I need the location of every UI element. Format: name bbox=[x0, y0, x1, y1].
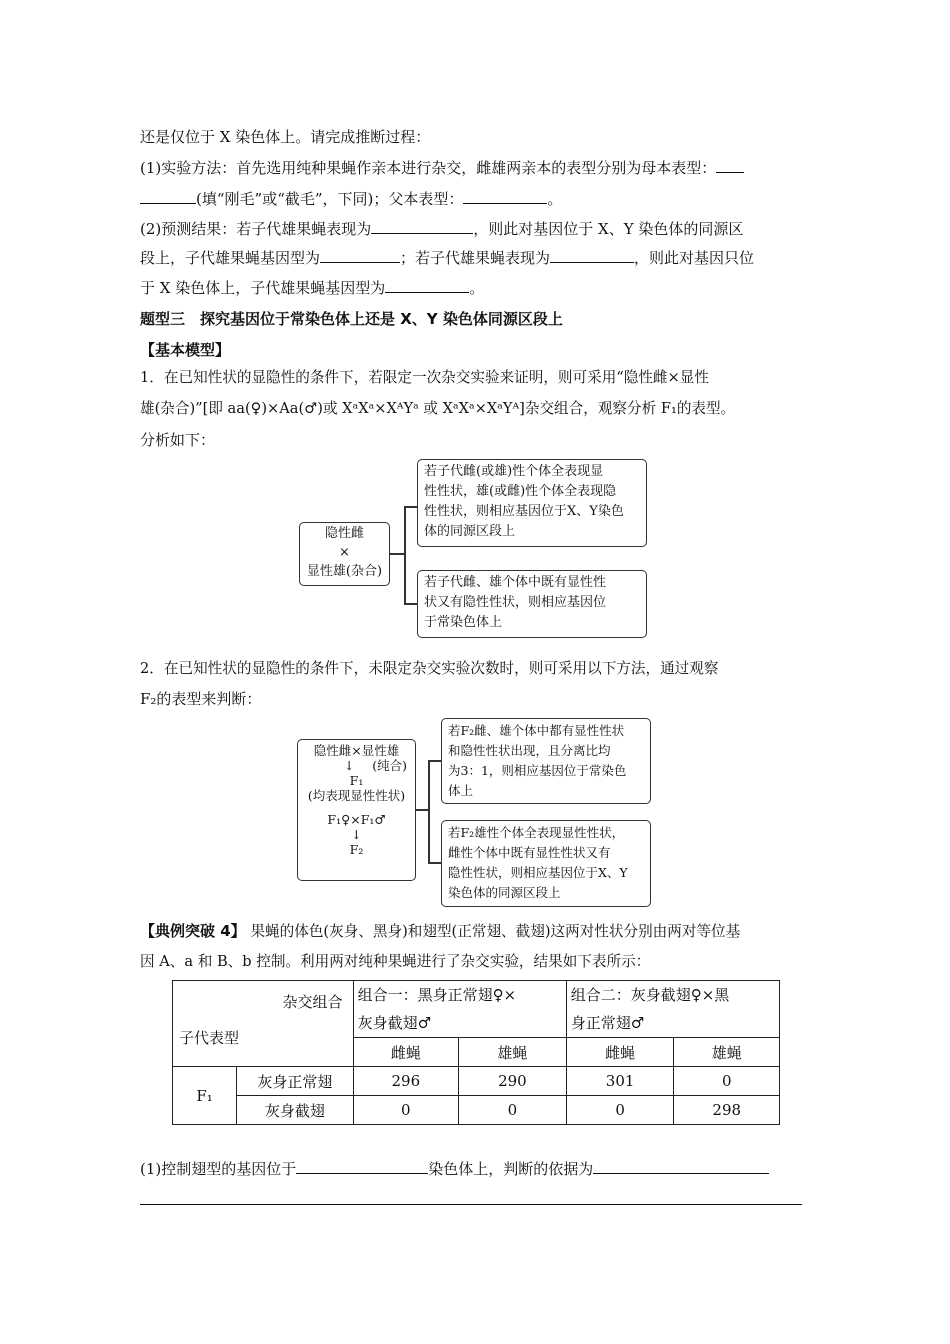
value-cell: 290 bbox=[459, 1067, 567, 1096]
box-line: 和隐性性状出现，且分离比均 bbox=[448, 743, 611, 758]
answer-blank[interactable] bbox=[320, 248, 400, 263]
box-line: 隐性性状，则相应基因位于X、Y bbox=[448, 865, 628, 880]
result-box-top bbox=[417, 459, 647, 547]
result-box-bottom bbox=[417, 570, 647, 638]
section-title: 题型三 探究基因位于常染色体上还是 X、Y 染色体同源区段上 bbox=[140, 310, 563, 328]
answer-blank[interactable] bbox=[550, 248, 634, 263]
question-text: 染色体上，判断的依据为 bbox=[428, 1160, 594, 1178]
box-line: 状又有隐性性状，则相应基因位 bbox=[424, 595, 607, 610]
table-row bbox=[173, 1096, 780, 1125]
paragraph-2: F₂的表型来判断： bbox=[140, 690, 262, 708]
cross-line: 隐性雌 bbox=[324, 526, 364, 541]
connector bbox=[428, 760, 442, 762]
example-paragraph: 因 A、a 和 B、b 控制。利用两对纯种果蝇进行了杂交实验，结果如下表所示： bbox=[140, 953, 651, 970]
connector bbox=[404, 506, 406, 604]
answer-blank[interactable] bbox=[371, 219, 473, 234]
box-line: 若子代雌、雄个体中既有显性性 bbox=[424, 575, 607, 590]
question-2-text: 段上，子代雄果蝇基因型为 bbox=[140, 249, 321, 267]
connector bbox=[390, 553, 404, 555]
answer-blank[interactable] bbox=[296, 1159, 428, 1174]
box-line: 雌性个体中既有显性性状又有 bbox=[448, 845, 611, 860]
connector bbox=[428, 862, 442, 864]
f2-label: F₂ bbox=[349, 842, 364, 857]
result-box-top bbox=[441, 718, 651, 804]
connector bbox=[404, 603, 418, 605]
example-text: 果蝇的体色(灰身、黑身)和翅型(正常翅、截翅)这两对性状分别由两对等位基 bbox=[250, 923, 741, 940]
f1-cross: F₁♀×F₁♂ bbox=[327, 812, 386, 827]
table-row bbox=[173, 1067, 780, 1096]
answer-blank[interactable] bbox=[385, 278, 469, 293]
cross-line: 显性雄(杂合) bbox=[306, 564, 383, 579]
question-2-text: (2)预测结果：若子代雄果蝇表现为 bbox=[140, 220, 372, 238]
group-2-header bbox=[566, 981, 779, 1038]
intro-line: 还是仅位于 X 染色体上。请完成推断过程： bbox=[140, 128, 431, 146]
question-text: (1)控制翅型的基因位于 bbox=[140, 1160, 297, 1178]
cross-symbol: × bbox=[339, 545, 350, 560]
female-header: 雌蝇 bbox=[566, 1038, 674, 1067]
paragraph-1: 分析如下： bbox=[140, 431, 216, 449]
value-cell: 0 bbox=[566, 1096, 674, 1125]
corner-bottom: 子代表型 bbox=[179, 1029, 240, 1047]
question-2-text: ，则此对基因只位 bbox=[634, 249, 755, 267]
group-header-line: 组合一：黑身正常翅♀× bbox=[357, 986, 517, 1004]
cross-process-box bbox=[297, 739, 416, 881]
question-1-cont bbox=[140, 189, 562, 209]
female-header: 雌蝇 bbox=[353, 1038, 459, 1067]
connector bbox=[428, 760, 430, 863]
value-cell: 301 bbox=[566, 1067, 674, 1096]
question-1 bbox=[140, 158, 744, 178]
arrow-row bbox=[300, 758, 413, 773]
box-line: 染色体的同源区段上 bbox=[448, 885, 561, 900]
box-line: 若子代雌(或雄)性个体全表现显 bbox=[424, 464, 604, 479]
question-2-text: ，则此对基因位于 X、Y 染色体的同源区 bbox=[473, 220, 744, 238]
male-header: 雄蝇 bbox=[674, 1038, 780, 1067]
box-line: 性性状，雄(或雌)性个体全表现隐 bbox=[424, 484, 617, 499]
value-cell: 0 bbox=[459, 1096, 567, 1125]
value-cell: 296 bbox=[353, 1067, 459, 1096]
box-line: 为3：1，则相应基因位于常染色 bbox=[448, 763, 627, 778]
answer-line[interactable] bbox=[140, 1204, 802, 1205]
box-line: 于常染色体上 bbox=[424, 615, 503, 630]
question-2 bbox=[140, 219, 743, 239]
connector bbox=[404, 506, 418, 508]
answer-blank[interactable] bbox=[463, 189, 547, 204]
question-2-text: 于 X 染色体上，子代雄果蝇基因型为 bbox=[140, 279, 386, 297]
box-line: 若F₂雄性个体全表现显性性状， bbox=[448, 825, 625, 840]
question-line bbox=[140, 1159, 769, 1179]
example-heading: 【典例突破 4】 bbox=[140, 922, 246, 940]
question-1-text: (填“刚毛”或“截毛”，下同)；父本表型： bbox=[196, 190, 464, 208]
box-line: 若F₂雌、雄个体中都有显性性状 bbox=[448, 723, 625, 738]
cross-box bbox=[299, 522, 390, 586]
value-cell: 0 bbox=[353, 1096, 459, 1125]
down-arrow-icon: ↓ bbox=[351, 827, 362, 842]
f1-cell: F₁ bbox=[173, 1067, 237, 1125]
question-1-text: (1)实验方法：首先选用纯种果蝇作亲本进行杂交，雌雄两亲本的表型分别为母本表型： bbox=[140, 159, 717, 177]
spacer bbox=[300, 803, 413, 812]
question-2-text: ；若子代雄果蝇表现为 bbox=[400, 249, 551, 267]
answer-blank[interactable] bbox=[716, 158, 744, 173]
group-header-line: 身正常翅♂ bbox=[570, 1014, 645, 1032]
answer-blank[interactable] bbox=[140, 189, 196, 204]
pure-label: (纯合) bbox=[372, 758, 407, 773]
question-2-cont bbox=[140, 248, 754, 268]
box-line: 性性状，则相应基因位于X、Y染色 bbox=[424, 504, 624, 519]
male-header: 雄蝇 bbox=[459, 1038, 567, 1067]
phenotype-cell: 灰身正常翅 bbox=[237, 1067, 353, 1096]
connector bbox=[416, 809, 428, 811]
result-box-bottom bbox=[441, 820, 651, 907]
model-heading: 【基本模型】 bbox=[140, 341, 231, 359]
cross-line: 隐性雌×显性雄 bbox=[313, 743, 400, 758]
group-1-header bbox=[353, 981, 566, 1038]
value-cell: 298 bbox=[674, 1096, 780, 1125]
down-arrow-icon: ↓ bbox=[344, 758, 355, 773]
paragraph-1: 雄(杂合)”[即 aa(♀)×Aa(♂)或 XᵃXᵃ×XᴬYᵃ 或 XᵃXᵃ×XᵃYᴬ]杂交组合，观察分析 F₁的表型。 bbox=[140, 400, 736, 417]
punct: 。 bbox=[547, 190, 563, 208]
paragraph-2: 2．在已知性状的显隐性的条件下，未限定杂交实验次数时，则可采用以下方法，通过观察 bbox=[140, 660, 719, 677]
f1-desc: (均表现显性性状) bbox=[307, 788, 406, 803]
answer-blank[interactable] bbox=[593, 1159, 769, 1174]
group-header-line: 组合二：灰身截翅♀×黑 bbox=[570, 986, 730, 1004]
results-table bbox=[172, 980, 780, 1125]
f1-label: F₁ bbox=[349, 773, 364, 788]
group-header-line: 灰身截翅♂ bbox=[357, 1014, 432, 1032]
phenotype-cell: 灰身截翅 bbox=[237, 1096, 353, 1125]
question-2-cont bbox=[140, 278, 484, 298]
corner-top: 杂交组合 bbox=[282, 993, 343, 1011]
box-line: 体上 bbox=[448, 783, 474, 798]
paragraph-1: 1．在已知性状的显隐性的条件下，若限定一次杂交实验来证明，则可采用“隐性雌×显性 bbox=[140, 369, 709, 386]
box-line: 体的同源区段上 bbox=[424, 524, 516, 539]
corner-header bbox=[173, 981, 354, 1067]
example-paragraph bbox=[140, 921, 740, 942]
punct: 。 bbox=[469, 279, 485, 297]
value-cell: 0 bbox=[674, 1067, 780, 1096]
